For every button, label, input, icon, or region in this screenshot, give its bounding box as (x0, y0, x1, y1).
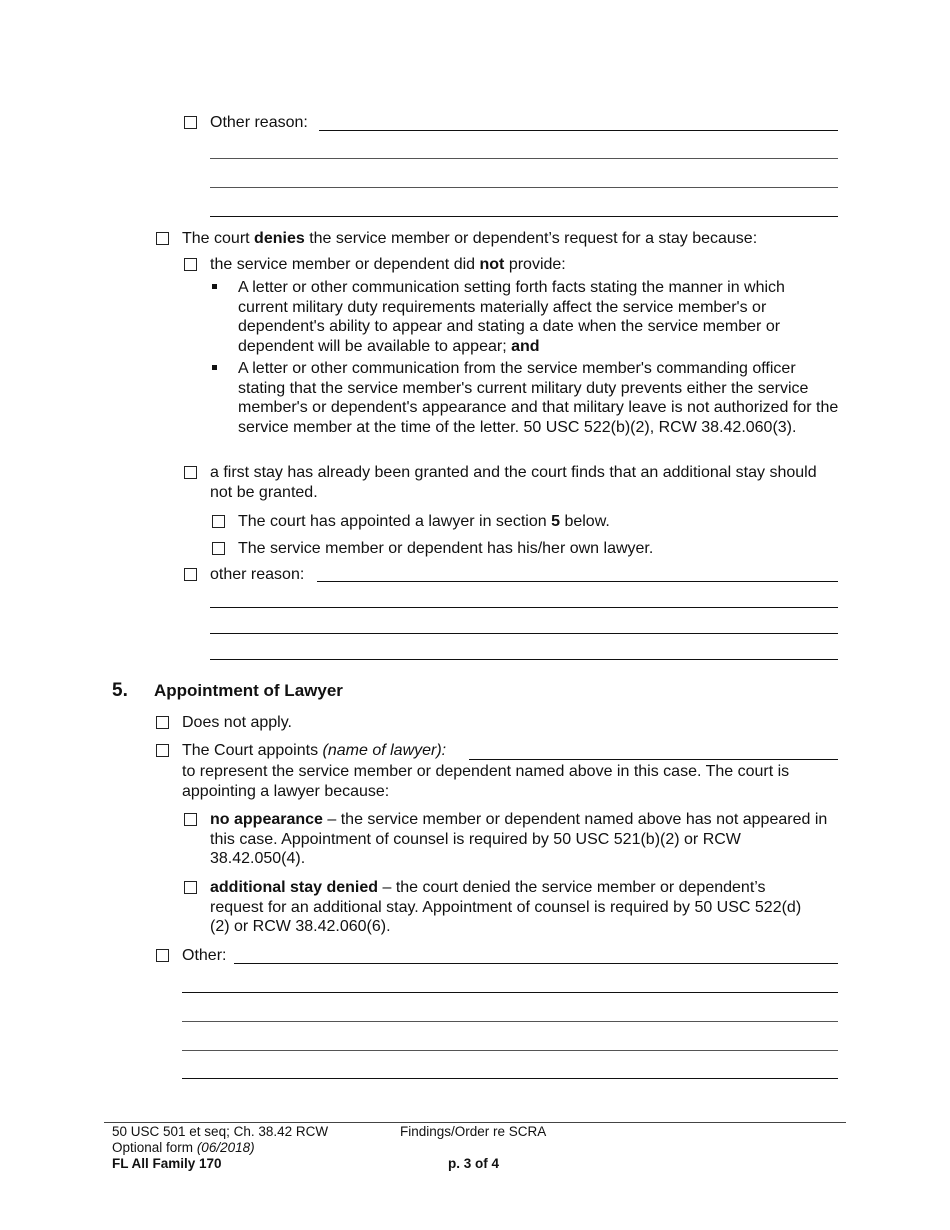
bullet-1 (212, 284, 217, 289)
not-provide-checkbox[interactable] (184, 258, 197, 271)
other-line-3[interactable] (182, 1021, 838, 1022)
footer-optional-prefix: Optional form (112, 1140, 194, 1155)
not-provide-statement (210, 255, 566, 275)
first-stay-text: a first stay has already been granted and the court finds that an additional stay should not be granted. (210, 464, 817, 501)
other-line-1[interactable] (234, 963, 838, 964)
stay-denied-bold: additional stay denied (210, 879, 379, 896)
deny-other-reason-line-2[interactable] (210, 607, 838, 608)
court-appoints-text (182, 741, 446, 761)
footer-page: p. 3 of 4 (448, 1156, 500, 1171)
appointed-lawyer-text (238, 512, 610, 532)
bullet-2 (212, 365, 217, 370)
footer-rule (104, 1122, 846, 1123)
does-not-apply-text: Does not apply. (182, 714, 292, 731)
deny-other-reason-label: other reason: (210, 566, 305, 583)
no-appearance-bold: no appearance (210, 811, 323, 828)
court-appoints-checkbox[interactable] (156, 744, 169, 757)
bullet-1-bold: and (511, 337, 540, 355)
footer-optional (112, 1140, 255, 1156)
deny-prefix: The court (182, 230, 250, 247)
deny-bold: denies (254, 230, 305, 247)
no-appearance-text (210, 810, 840, 869)
footer-optional-date: (06/2018) (196, 1140, 255, 1155)
bullet-1-body: A letter or other communication setting forth facts stating the manner in which current military duty requirements materially affect the service member's or dependent's ability to appear and stating a date when the service member or dependent will be available to appear; (238, 279, 785, 355)
other-reason-top-label: Other reason: (210, 114, 308, 131)
appointed-suffix: below. (564, 513, 610, 530)
deny-other-reason-line-4[interactable] (210, 659, 838, 660)
own-lawyer-checkbox[interactable] (212, 542, 225, 555)
deny-other-reason-checkbox[interactable] (184, 568, 197, 581)
stay-denied-checkbox[interactable] (184, 881, 197, 894)
section-5-number: 5. (112, 680, 128, 701)
other-label: Other: (182, 947, 227, 964)
deny-other-reason-line-3[interactable] (210, 633, 838, 634)
other-reason-top-line-3[interactable] (210, 187, 838, 188)
other-reason-top-line-1[interactable] (319, 130, 838, 131)
stay-denied-text (210, 878, 820, 937)
appointed-lawyer-checkbox[interactable] (212, 515, 225, 528)
not-provide-suffix: provide: (508, 256, 566, 273)
footer-statute: 50 USC 501 et seq; Ch. 38.42 RCW (112, 1124, 329, 1139)
appoints-prefix: The Court appoints (182, 742, 319, 759)
deny-other-reason-line-1[interactable] (317, 581, 838, 582)
deny-statement (182, 229, 757, 249)
no-appearance-body: – the service member or dependent named above has not appeared in this case. Appointment of counsel is required by 50 USC 521(b)(2) or RCW 38.42.050(4). (210, 811, 828, 867)
appointed-prefix: The court has appointed a lawyer in section (238, 513, 547, 530)
other-line-2[interactable] (182, 992, 838, 993)
other-reason-top-line-4[interactable] (210, 216, 838, 217)
deny-suffix: the service member or dependent’s request for a stay because: (309, 230, 758, 247)
bullet-2-text: A letter or other communication from the service member's commanding officer stating that the service member's current military duty prevents either the service member's or dependent's appearance and that military leave is not authorized for the service member at the time of the letter. 50 USC 522(b)(2), RCW 38.42.060(3). (238, 360, 839, 436)
own-lawyer-text: The service member or dependent has his/her own lawyer. (238, 540, 654, 557)
not-provide-bold: not (479, 256, 505, 273)
footer-title: Findings/Order re SCRA (400, 1124, 547, 1139)
deny-checkbox[interactable] (156, 232, 169, 245)
other-line-5[interactable] (182, 1078, 838, 1079)
appoints-italic: (name of lawyer): (322, 742, 447, 759)
section-5-title: Appointment of Lawyer (154, 681, 343, 700)
first-stay-checkbox[interactable] (184, 466, 197, 479)
not-provide-prefix: the service member or dependent did (210, 256, 476, 273)
no-appearance-checkbox[interactable] (184, 813, 197, 826)
does-not-apply-checkbox[interactable] (156, 716, 169, 729)
appoints-continuation: to represent the service member or dependent named above in this case. The court is appointing a lawyer because: (182, 763, 790, 800)
footer-form-id: FL All Family 170 (112, 1156, 222, 1171)
other-reason-top-line-2[interactable] (210, 158, 838, 159)
other-reason-top-checkbox[interactable] (184, 116, 197, 129)
appointed-bold: 5 (551, 513, 560, 530)
stay-denied-body: – the court denied the service member or dependent’s request for an additional stay. Appointment of counsel is required by 50 USC 522(d)(2) or RCW 38.42.060(6). (210, 879, 802, 935)
bullet-1-text (238, 278, 838, 356)
other-checkbox[interactable] (156, 949, 169, 962)
lawyer-name-line[interactable] (469, 759, 838, 760)
other-line-4[interactable] (182, 1050, 838, 1051)
